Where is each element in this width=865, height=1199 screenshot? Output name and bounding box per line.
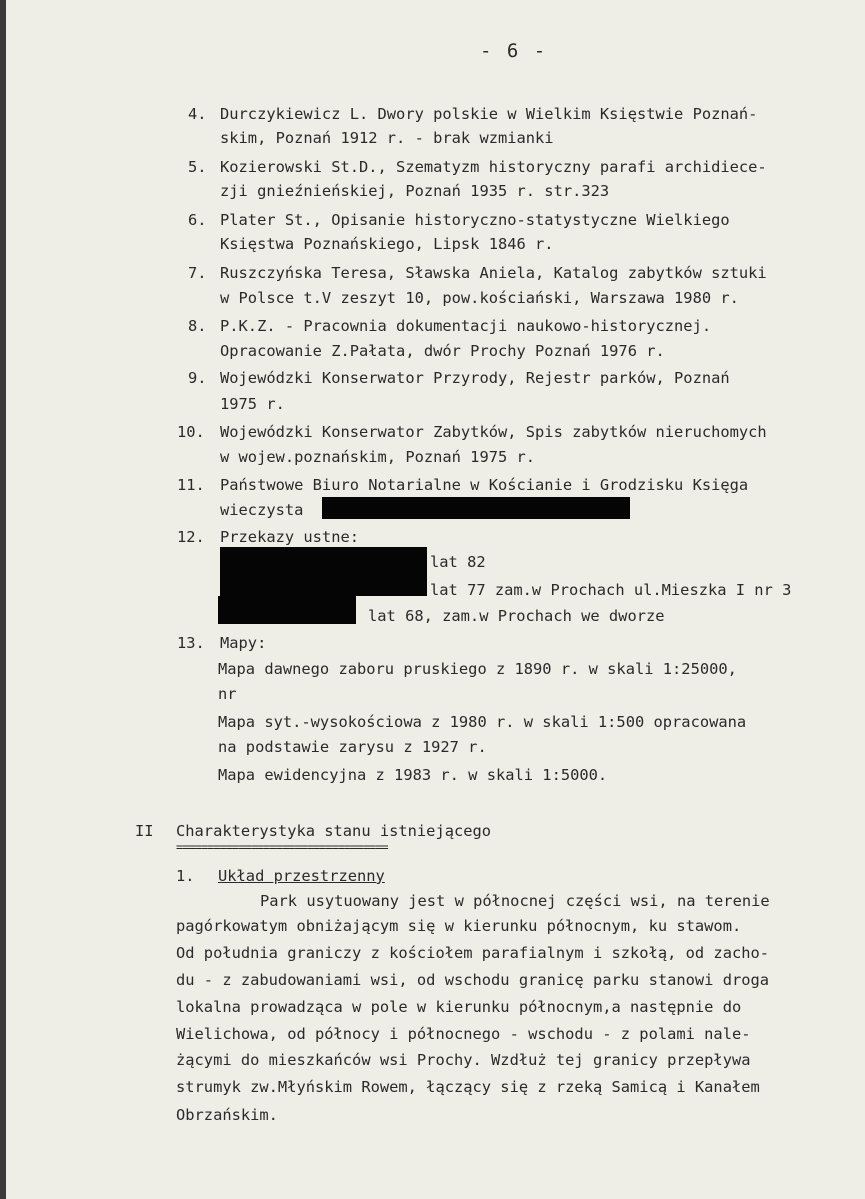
section-roman-numeral: II	[135, 822, 154, 840]
reference-line: wieczysta	[220, 501, 304, 519]
reference-number: 4.	[188, 105, 207, 123]
reference-number: 12.	[177, 528, 205, 546]
paragraph-line: strumyk zw.Młyńskim Rowem, łączący się z rzeką Samicą i Kanałem	[176, 1078, 760, 1096]
reference-number: 10.	[177, 423, 205, 441]
section-double-underline: ==================================	[176, 840, 388, 854]
paragraph-line: Park usytuowany jest w północnej części wsi, na terenie	[260, 892, 770, 910]
reference-number: 8.	[188, 317, 207, 335]
paragraph-line: Od południa graniczy z kościołem parafialnym i szkołą, od zacho-	[176, 944, 770, 962]
paragraph-line: du - z zabudowaniami wsi, od wschodu granicę parku stanowi droga	[176, 971, 770, 989]
paragraph-line: Wielichowa, od północy i północnego - wschodu - z polami nale-	[176, 1025, 751, 1043]
redaction-block	[220, 547, 427, 575]
paragraph-line: Obrzańskim.	[176, 1106, 278, 1124]
reference-line: zji gnieźnieńskiej, Poznań 1935 r. str.323	[220, 182, 610, 200]
subsection-number: 1.	[176, 867, 195, 885]
redaction-block	[220, 572, 427, 596]
reference-number: 6.	[188, 211, 207, 229]
reference-line: w wojew.poznańskim, Poznań 1975 r.	[220, 448, 536, 466]
reference-line: Opracowanie Z.Pałata, dwór Prochy Poznań 1976 r.	[220, 342, 665, 360]
map-line: na podstawie zarysu z 1927 r.	[218, 738, 487, 756]
oral-source-line: lat 68, zam.w Prochach we dworze	[368, 607, 665, 625]
map-line: Mapa syt.-wysokościowa z 1980 r. w skali 1:500 opracowana	[218, 713, 747, 731]
page-number: - 6 -	[480, 40, 548, 62]
reference-line: Przekazy ustne:	[220, 528, 359, 546]
paragraph-line: pagórkowatym obniżającym się w kierunku północnym, ku stawom.	[176, 917, 742, 935]
reference-line: Państwowe Biuro Notarialne w Kościanie i Grodzisku Księga	[220, 476, 749, 494]
paragraph-line: lokalna prowadząca w pole w kierunku północnym,a następnie do	[176, 998, 742, 1016]
reference-line: Kozierowski St.D., Szematyzm historyczny parafi archidiece-	[220, 158, 767, 176]
reference-line: Wojewódzki Konserwator Przyrody, Rejestr parków, Poznań	[220, 369, 730, 387]
redaction-block	[218, 596, 356, 624]
oral-source-line: lat 82	[430, 553, 486, 571]
reference-line: Durczykiewicz L. Dwory polskie w Wielkim Księstwie Poznań-	[220, 105, 758, 123]
subsection-title: Układ przestrzenny	[218, 867, 385, 885]
reference-line: Ruszczyńska Teresa, Sławska Aniela, Katalog zabytków sztuki	[220, 264, 767, 282]
reference-number: 9.	[188, 369, 207, 387]
map-line: Mapa ewidencyjna z 1983 r. w skali 1:5000.	[218, 766, 608, 784]
reference-number: 7.	[188, 264, 207, 282]
reference-line: Plater St., Opisanie historyczno-statystyczne Wielkiego	[220, 211, 730, 229]
section-title: Charakterystyka stanu istniejącego	[176, 822, 492, 840]
reference-line: 1975 r.	[220, 395, 285, 413]
reference-line: Księstwa Poznańskiego, Lipsk 1846 r.	[220, 235, 554, 253]
reference-line: w Polsce t.V zeszyt 10, pow.kościański, Warszawa 1980 r.	[220, 289, 739, 307]
reference-line: Wojewódzki Konserwator Zabytków, Spis zabytków nieruchomych	[220, 423, 767, 441]
map-line: nr	[218, 685, 237, 703]
oral-source-line: lat 77 zam.w Prochach ul.Mieszka I nr 3	[430, 581, 792, 599]
paragraph-line: żącymi do mieszkańców wsi Prochy. Wzdłuż tej granicy przepływa	[176, 1051, 751, 1069]
reference-number: 5.	[188, 158, 207, 176]
map-line: Mapa dawnego zaboru pruskiego z 1890 r. w skali 1:25000,	[218, 660, 737, 678]
scan-edge	[0, 0, 6, 1199]
reference-number: 11.	[177, 476, 205, 494]
redaction-block	[322, 497, 630, 519]
reference-line: P.K.Z. - Pracownia dokumentacji naukowo-historycznej.	[220, 317, 712, 335]
reference-line: skim, Poznań 1912 r. - brak wzmianki	[220, 129, 554, 147]
reference-number: 13.	[177, 634, 205, 652]
maps-title: Mapy:	[220, 634, 267, 652]
